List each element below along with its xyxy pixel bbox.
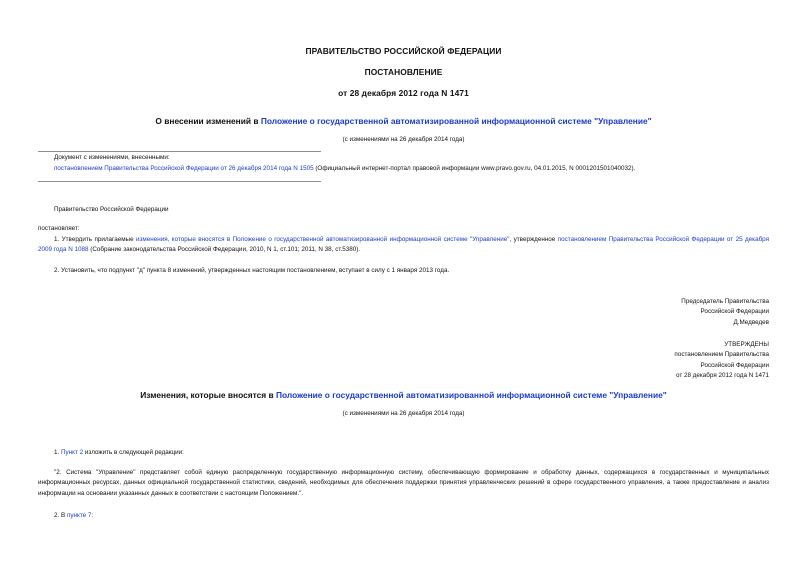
change-item-2-text: :	[91, 512, 94, 519]
signature-org: Российской Федерации	[700, 308, 769, 315]
title-prefix: О внесении изменений в	[155, 116, 261, 126]
resolves-word: постановляет:	[38, 225, 80, 232]
approved-date: от 28 декабря 2012 года N 1471	[675, 372, 769, 379]
amend-note-link[interactable]: постановлением Правительства Российской Федерации от 26 декабря 2014 года N 1505	[54, 165, 314, 172]
item-1	[38, 235, 769, 256]
changes-amended-note: (с изменениями на 26 декабря 2014 года)	[342, 410, 465, 417]
title-regulation-link[interactable]: Положение о государственной автоматизированной информационной системе "Управление"	[260, 116, 652, 126]
item-1-text-b: , утвержденное	[509, 236, 558, 243]
item-1-resolution-link[interactable]: постановлением Правительства Российской Федерации от 25 декабря 2009 года N 1088	[38, 236, 770, 254]
title-amended-note: (с изменениями на 26 декабря 2014 года)	[342, 136, 465, 143]
amend-note	[54, 164, 774, 174]
government-heading: ПРАВИТЕЛЬСТВО РОССИЙСКОЙ ФЕДЕРАЦИИ	[305, 46, 502, 56]
amend-note-label: Документ с изменениями, внесенными:	[54, 154, 170, 161]
change-item-1-text: изложить в следующей редакции:	[83, 449, 184, 456]
approved-line-3: Российской Федерации	[700, 362, 769, 369]
signature-name: Д.Медведев	[733, 319, 769, 326]
divider-bottom	[38, 181, 321, 182]
item-1-changes-link[interactable]: изменения, которые вносятся в Положение о государственной автоматизированной информационной системе "Управление"	[136, 236, 510, 243]
page-title	[0, 116, 807, 126]
changes-regulation-link[interactable]: Положение о государственной автоматизированной информационной системе "Управление"	[275, 390, 667, 400]
quoted-paragraph: "2. Система "Управление" представляет собой единую распределенную государственную информационную систему, обеспечивающую формирование и обработку данных, содержащихся в государственных и муниципальных информационных ресурсах, данных официальной государственной статистики, сведений, необходимых для обеспечения поддержки принятия управленческих решений в сфере государственного управления, а также предоставление и анализ информации на основании указанных данных в соответствии с настоящим Положением.".	[38, 469, 769, 497]
changes-title-prefix: Изменения, которые вносятся в	[140, 390, 276, 400]
point-7-link[interactable]: пункте 7	[66, 512, 92, 519]
issuer: Правительство Российской Федерации	[54, 206, 169, 213]
item-2: 2. Установить, что подпункт "д" пункта 8 изменений, утвержденных настоящим постановлением, вступает в силу с 1 января 2013 года.	[54, 267, 450, 274]
item-1-text-a: 1. Утвердить прилагаемые	[54, 236, 136, 243]
change-item-2-number: 2. В	[54, 512, 67, 519]
signature-title: Председатель Правительства	[681, 298, 769, 305]
approved-heading: УТВЕРЖДЕНЫ	[724, 341, 769, 348]
change-item-1	[54, 448, 769, 458]
document-type: ПОСТАНОВЛЕНИЕ	[364, 67, 443, 77]
divider-top	[38, 151, 321, 152]
change-item-2	[54, 511, 769, 521]
resolution-date: от 28 декабря 2012 года N 1471	[338, 88, 469, 98]
changes-title	[0, 390, 807, 400]
item-1-text-c: (Собрание законодательства Российской Федерации, 2010, N 1, ст.101; 2011, N 38, ст.5380).	[88, 246, 361, 254]
change-item-1-number: 1.	[54, 449, 62, 456]
point-2-link[interactable]: Пункт 2	[61, 449, 84, 456]
approved-line-2: постановлением Правительства	[674, 351, 769, 358]
amend-note-source: (Официальный интернет-портал правовой информации www.pravo.gov.ru, 04.01.2015, N 0001201501040032).	[313, 165, 636, 172]
